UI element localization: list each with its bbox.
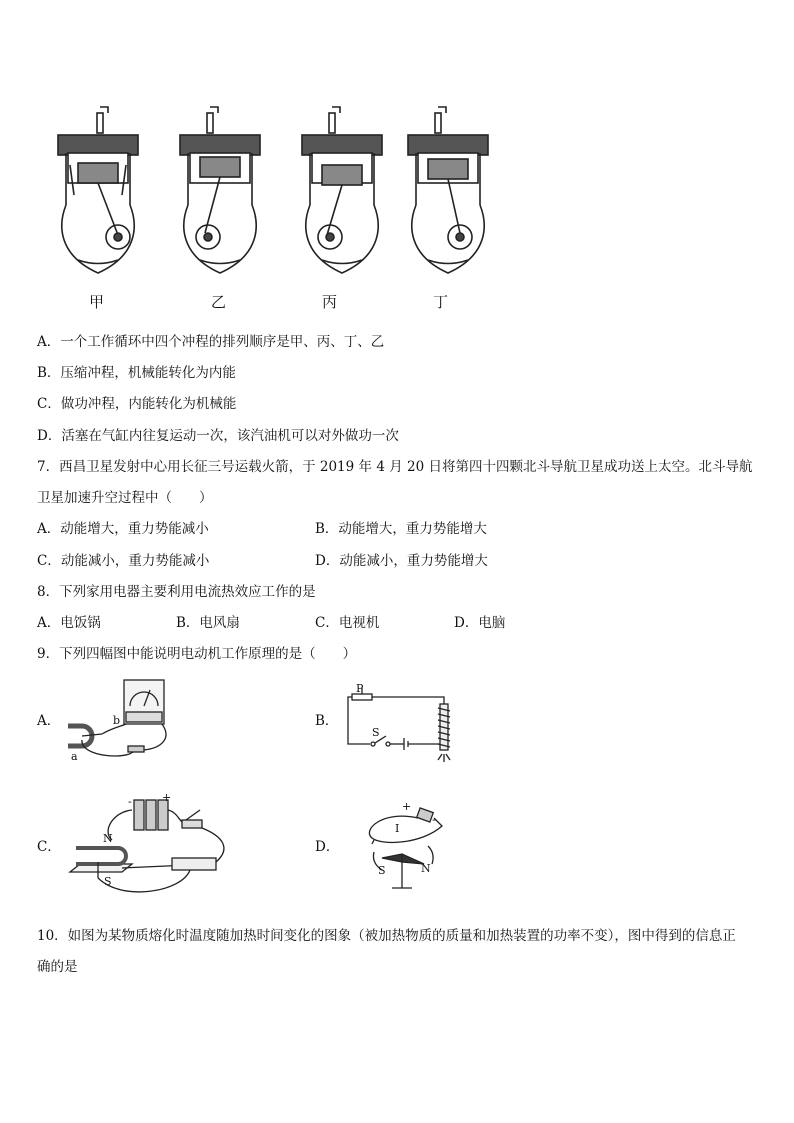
q8-option-d: D．电脑 [454,615,506,631]
q9-figure-c [62,792,242,894]
engine-diagram-bing [292,105,392,280]
q9-fig-d-label-s: S [378,864,386,877]
q7-option-a: A．动能增大，重力势能减小 [37,521,209,537]
q9-fig-c-label-s: S [104,875,112,888]
engine-diagram-jia [48,105,148,280]
q9-fig-d-label-i: I [395,822,400,835]
q6-option-a: A．一个工作循环中四个冲程的排列顺序是甲、丙、丁、乙 [37,334,385,350]
q9-option-a-label: A． [37,713,61,729]
q9-option-d-label: D． [315,839,340,855]
engine-diagram-yi [170,105,270,280]
q9-fig-a-label-b: b [113,714,121,727]
q10-stem-line1: 10．如图为某物质熔化时温度随加热时间变化的图象（被加热物质的质量和加热装置的功率不变），图中得到的信息正 [37,928,736,944]
q9-option-b-label: B． [315,713,339,729]
q8-option-c: C．电视机 [315,615,380,631]
engine-caption-yi: 乙 [211,293,227,311]
q8-stem: 8．下列家用电器主要利用电流热效应工作的是 [37,584,316,600]
q8-option-b: B．电风扇 [176,615,240,631]
q9-fig-b-label-s: S [372,726,380,739]
q9-stem: 9．下列四幅图中能说明电动机工作原理的是（ ） [37,646,357,662]
engine-caption-bing: 丙 [322,293,338,311]
q6-option-d: D．活塞在气缸内往复运动一次，该汽油机可以对外做功一次 [37,428,399,444]
q9-fig-c-label-minus: - [128,795,132,808]
q9-option-c-label: C． [37,839,61,855]
q9-fig-c-label-n: N [103,832,113,845]
q9-fig-a-label-a: a [71,750,78,763]
q9-fig-b-label-p: P [356,682,364,695]
q6-option-c: C．做功冲程，内能转化为机械能 [37,396,237,412]
q7-option-b: B．动能增大，重力势能增大 [315,521,487,537]
q9-fig-d-label-minus: - [432,813,436,826]
q10-stem-line2: 确的是 [37,959,78,975]
q7-stem-line1: 7．西昌卫星发射中心用长征三号运载火箭，于 2019 年 4 月 20 日将第四十四颗北斗导航卫星成功送上太空。北斗导航 [37,459,753,475]
q7-stem-line2: 卫星加速升空过程中（ ） [37,490,213,506]
q7-option-c: C．动能减小，重力势能减小 [37,553,210,569]
q9-fig-d-label-plus: + [402,800,412,813]
q7-option-d: D．动能减小，重力势能增大 [315,553,488,569]
q8-option-a: A．电饭锅 [37,615,101,631]
q9-fig-c-label-plus: + [162,791,172,804]
engine-caption-jia: 甲 [89,293,105,311]
q6-option-b: B．压缩冲程，机械能转化为内能 [37,365,236,381]
engine-caption-ding: 丁 [433,293,449,311]
engine-diagram-ding [398,105,498,280]
q9-fig-d-label-n: N [421,862,431,875]
